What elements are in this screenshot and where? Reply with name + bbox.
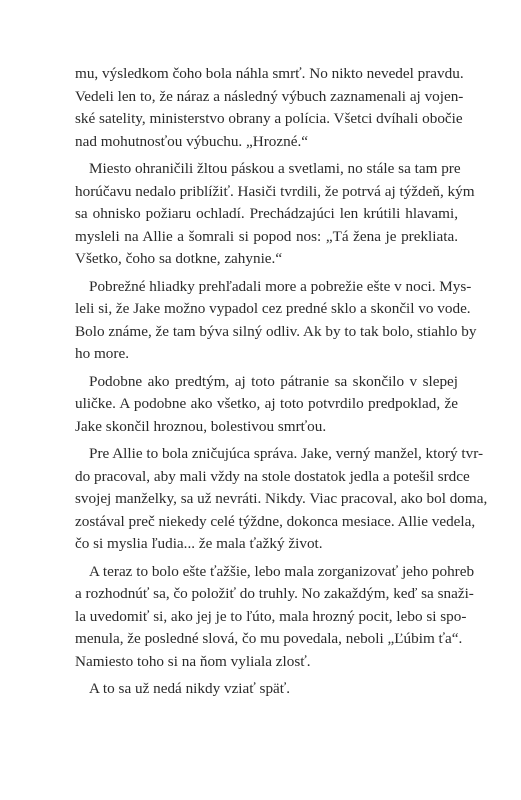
text-line: Vedeli len to, že náraz a následný výbuch zaznamenali aj vojen- <box>75 87 464 105</box>
text-line: do pracoval, aby mali vždy na stole dostatok jedla a potešil srdce <box>75 467 470 485</box>
text-line: Bolo známe, že tam býva silný odliv. Ak by to tak bolo, stiahlo by <box>75 322 477 340</box>
paragraph <box>75 371 458 439</box>
text-line: ho more. <box>75 345 129 362</box>
text-line: A teraz to bolo ešte ťažšie, lebo mala zorganizovať jeho pohreb <box>89 562 475 580</box>
paragraph <box>75 678 458 701</box>
text-line: Podobne ako predtým, aj toto pátranie sa skončilo v slepej <box>89 372 458 390</box>
paragraph <box>75 158 475 271</box>
text-line: menula, že posledné slová, čo mu povedala, neboli „Ľúbim ťa“. <box>75 630 463 647</box>
text-line: svojej manželky, sa už nevráti. Nikdy. Viac pracoval, ako bol doma, <box>75 490 488 507</box>
text-line: uličke. A podobne ako všetko, aj toto potvrdilo predpoklad, že <box>75 395 458 412</box>
text-line: leli si, že Jake možno vypadol cez predné sklo a skončil vo vode. <box>75 300 471 317</box>
text-line: zostával preč niekedy celé týždne, dokonca mesiace. Allie vedela, <box>75 512 476 530</box>
text-line: čo si myslia ľudia... že mala ťažký život. <box>75 535 323 552</box>
text-line: a rozhodnúť sa, čo položiť do truhly. No zakaždým, keď sa snaži- <box>75 585 474 602</box>
text-line: Jake skončil hroznou, bolestivou smrťou. <box>75 417 327 435</box>
text-line: horúčavu nedalo priblížiť. Hasiči tvrdili, že potrvá aj týždeň, kým <box>75 182 475 200</box>
text-line: Pre Allie to bola zničujúca správa. Jake, verný manžel, ktorý tvr- <box>89 445 484 462</box>
paragraph <box>75 443 488 556</box>
text-line: la uvedomiť si, ako jej je to ľúto, mala hrozný pocit, lebo si spo- <box>75 607 467 625</box>
text-line: nad mohutnosťou výbuchu. „Hrozné.“ <box>75 132 308 150</box>
text-line: Miesto ohraničili žltou páskou a svetlami, no stále sa tam pre <box>89 160 461 177</box>
paragraph <box>75 276 477 366</box>
text-line: mu, výsledkom čoho bola náhla smrť. No nikto nevedel pravdu. <box>75 65 464 82</box>
paragraph <box>75 63 464 153</box>
text-line: A to sa už nedá nikdy vziať späť. <box>89 680 291 697</box>
text-line: ské satelity, ministerstvo obrany a polícia. Všetci dvíhali obočie <box>75 110 463 127</box>
text-line: Pobrežné hliadky prehľadali more a pobrežie ešte v noci. Mys- <box>89 277 472 295</box>
text-line: Všetko, čoho sa dotkne, zahynie.“ <box>75 250 283 267</box>
text-line: mysleli na Allie a šomrali si popod nos: „Tá žena je prekliata. <box>75 227 458 245</box>
text-line: sa ohnisko požiaru ochladí. Prechádzajúci len krútili hlavami, <box>75 205 458 222</box>
text-line: Namiesto toho si na ňom vyliala zlosť. <box>75 652 311 670</box>
body-text <box>75 63 488 701</box>
paragraph <box>75 561 475 674</box>
